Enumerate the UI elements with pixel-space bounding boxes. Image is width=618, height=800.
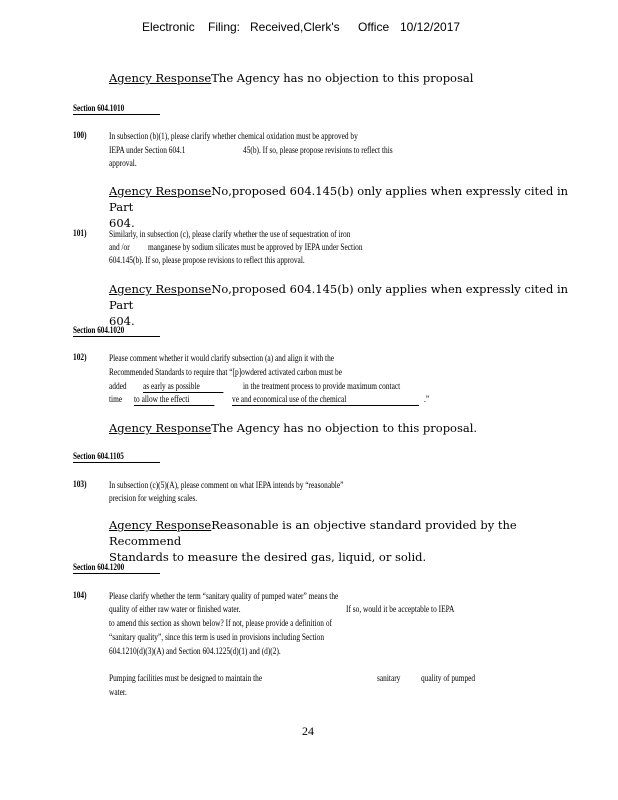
question-line-underlined: as early as possible: [143, 380, 223, 393]
question-number: 103): [73, 479, 87, 489]
header-received: Received,Clerk's: [250, 20, 340, 34]
header-electronic: Electronic: [142, 20, 195, 34]
response-label: Agency Response: [109, 184, 212, 198]
question-line: If so, would it be acceptable to IEPA: [346, 604, 455, 614]
question-line: in the treatment process to provide maximum contact: [243, 381, 401, 391]
section-heading: Section 604.1010: [73, 103, 125, 113]
question-line: water.: [109, 687, 127, 697]
response-text: No,proposed 604.145(b) only applies when expressly cited in Part: [109, 282, 569, 312]
question-line: 604.1210(d)(3)(A) and Section 604.1225(d)(1) and (d)(2).: [109, 646, 281, 656]
question-line: 45(b). If so, please propose revisions to reflect this: [243, 145, 393, 155]
question-line: “sanitary quality”, since this term is used in provisions including Section: [109, 632, 325, 642]
response-text: Standards to measure the desired gas, liquid, or solid.: [109, 550, 427, 564]
question-line: Similarly, in subsection (c), please clarify whether the use of sequestration of iron: [109, 229, 351, 239]
question-line: 604.145(b). If so, please propose revisions to reflect this approval.: [109, 255, 305, 265]
response-text: 604.: [109, 314, 135, 328]
response-label: Agency Response: [109, 518, 212, 532]
question-line: In subsection (b)(1), please clarify whether chemical oxidation must be approved by: [109, 131, 358, 141]
section-heading: Section 604.1020: [73, 325, 125, 335]
response-label: Agency Response: [109, 421, 212, 435]
section-underline: [73, 462, 160, 463]
question-line: time: [109, 394, 123, 404]
question-line: manganese by sodium silicates must be approved by IEPA under Section: [148, 242, 363, 252]
question-number: 104): [73, 590, 87, 600]
section-underline: [73, 336, 160, 337]
agency-response: [109, 420, 579, 436]
agency-response: [109, 517, 589, 565]
question-line: Recommended Standards to require that “[p]owdered activated carbon must be: [109, 367, 343, 377]
header-filing: Filing:: [208, 20, 241, 34]
header-date: 10/12/2017: [400, 20, 461, 34]
section-underline: [73, 573, 160, 574]
question-line-underlined: to allow the effecti: [134, 393, 214, 406]
section-heading: Section 604.1105: [73, 451, 124, 461]
response-text: The Agency has no objection to this proposal.: [211, 421, 478, 435]
question-line: quality of either raw water or finished water.: [109, 604, 241, 614]
question-line: Please clarify whether the term “sanitary quality of pumped water” means the: [109, 591, 339, 601]
agency-response: [109, 183, 579, 231]
question-line: quality of pumped: [421, 673, 476, 683]
response-label: Agency Response: [109, 282, 212, 296]
response-label: Agency Response: [109, 71, 212, 85]
question-line: added: [109, 381, 127, 391]
question-line: to amend this section as shown below? If not, please provide a definition of: [109, 618, 332, 628]
header-office: Office: [358, 20, 390, 34]
response-text: The Agency has no objection to this proposal: [211, 71, 474, 85]
question-line: In subsection (c)(5)(A), please comment on what IEPA intends by “reasonable”: [109, 480, 344, 490]
question-line: sanitary: [377, 673, 401, 683]
question-line: .”: [424, 394, 430, 404]
question-line: precision for weighing scales.: [109, 493, 198, 503]
question-line: and /or: [109, 242, 130, 252]
agency-response: [109, 281, 579, 329]
question-line: Pumping facilities must be designed to maintain the: [109, 673, 263, 683]
question-number: 100): [73, 130, 87, 140]
response-text: No,proposed 604.145(b) only applies when expressly cited in Part: [109, 184, 569, 214]
section-underline: [73, 114, 160, 115]
agency-response: [109, 70, 569, 86]
question-line-underlined: ve and economical use of the chemical: [232, 393, 419, 406]
section-heading: Section 604.1200: [73, 562, 125, 572]
response-text: 604.: [109, 216, 135, 230]
question-number: 101): [73, 228, 87, 238]
page-number: 24: [302, 724, 314, 738]
question-number: 102): [73, 352, 87, 362]
question-line: Please comment whether it would clarify subsection (a) and align it with the: [109, 353, 335, 363]
response-text: Reasonable is an objective standard provided by the Recommend: [109, 518, 517, 548]
question-line: IEPA under Section 604.1: [109, 145, 186, 155]
question-line: approval.: [109, 158, 137, 168]
